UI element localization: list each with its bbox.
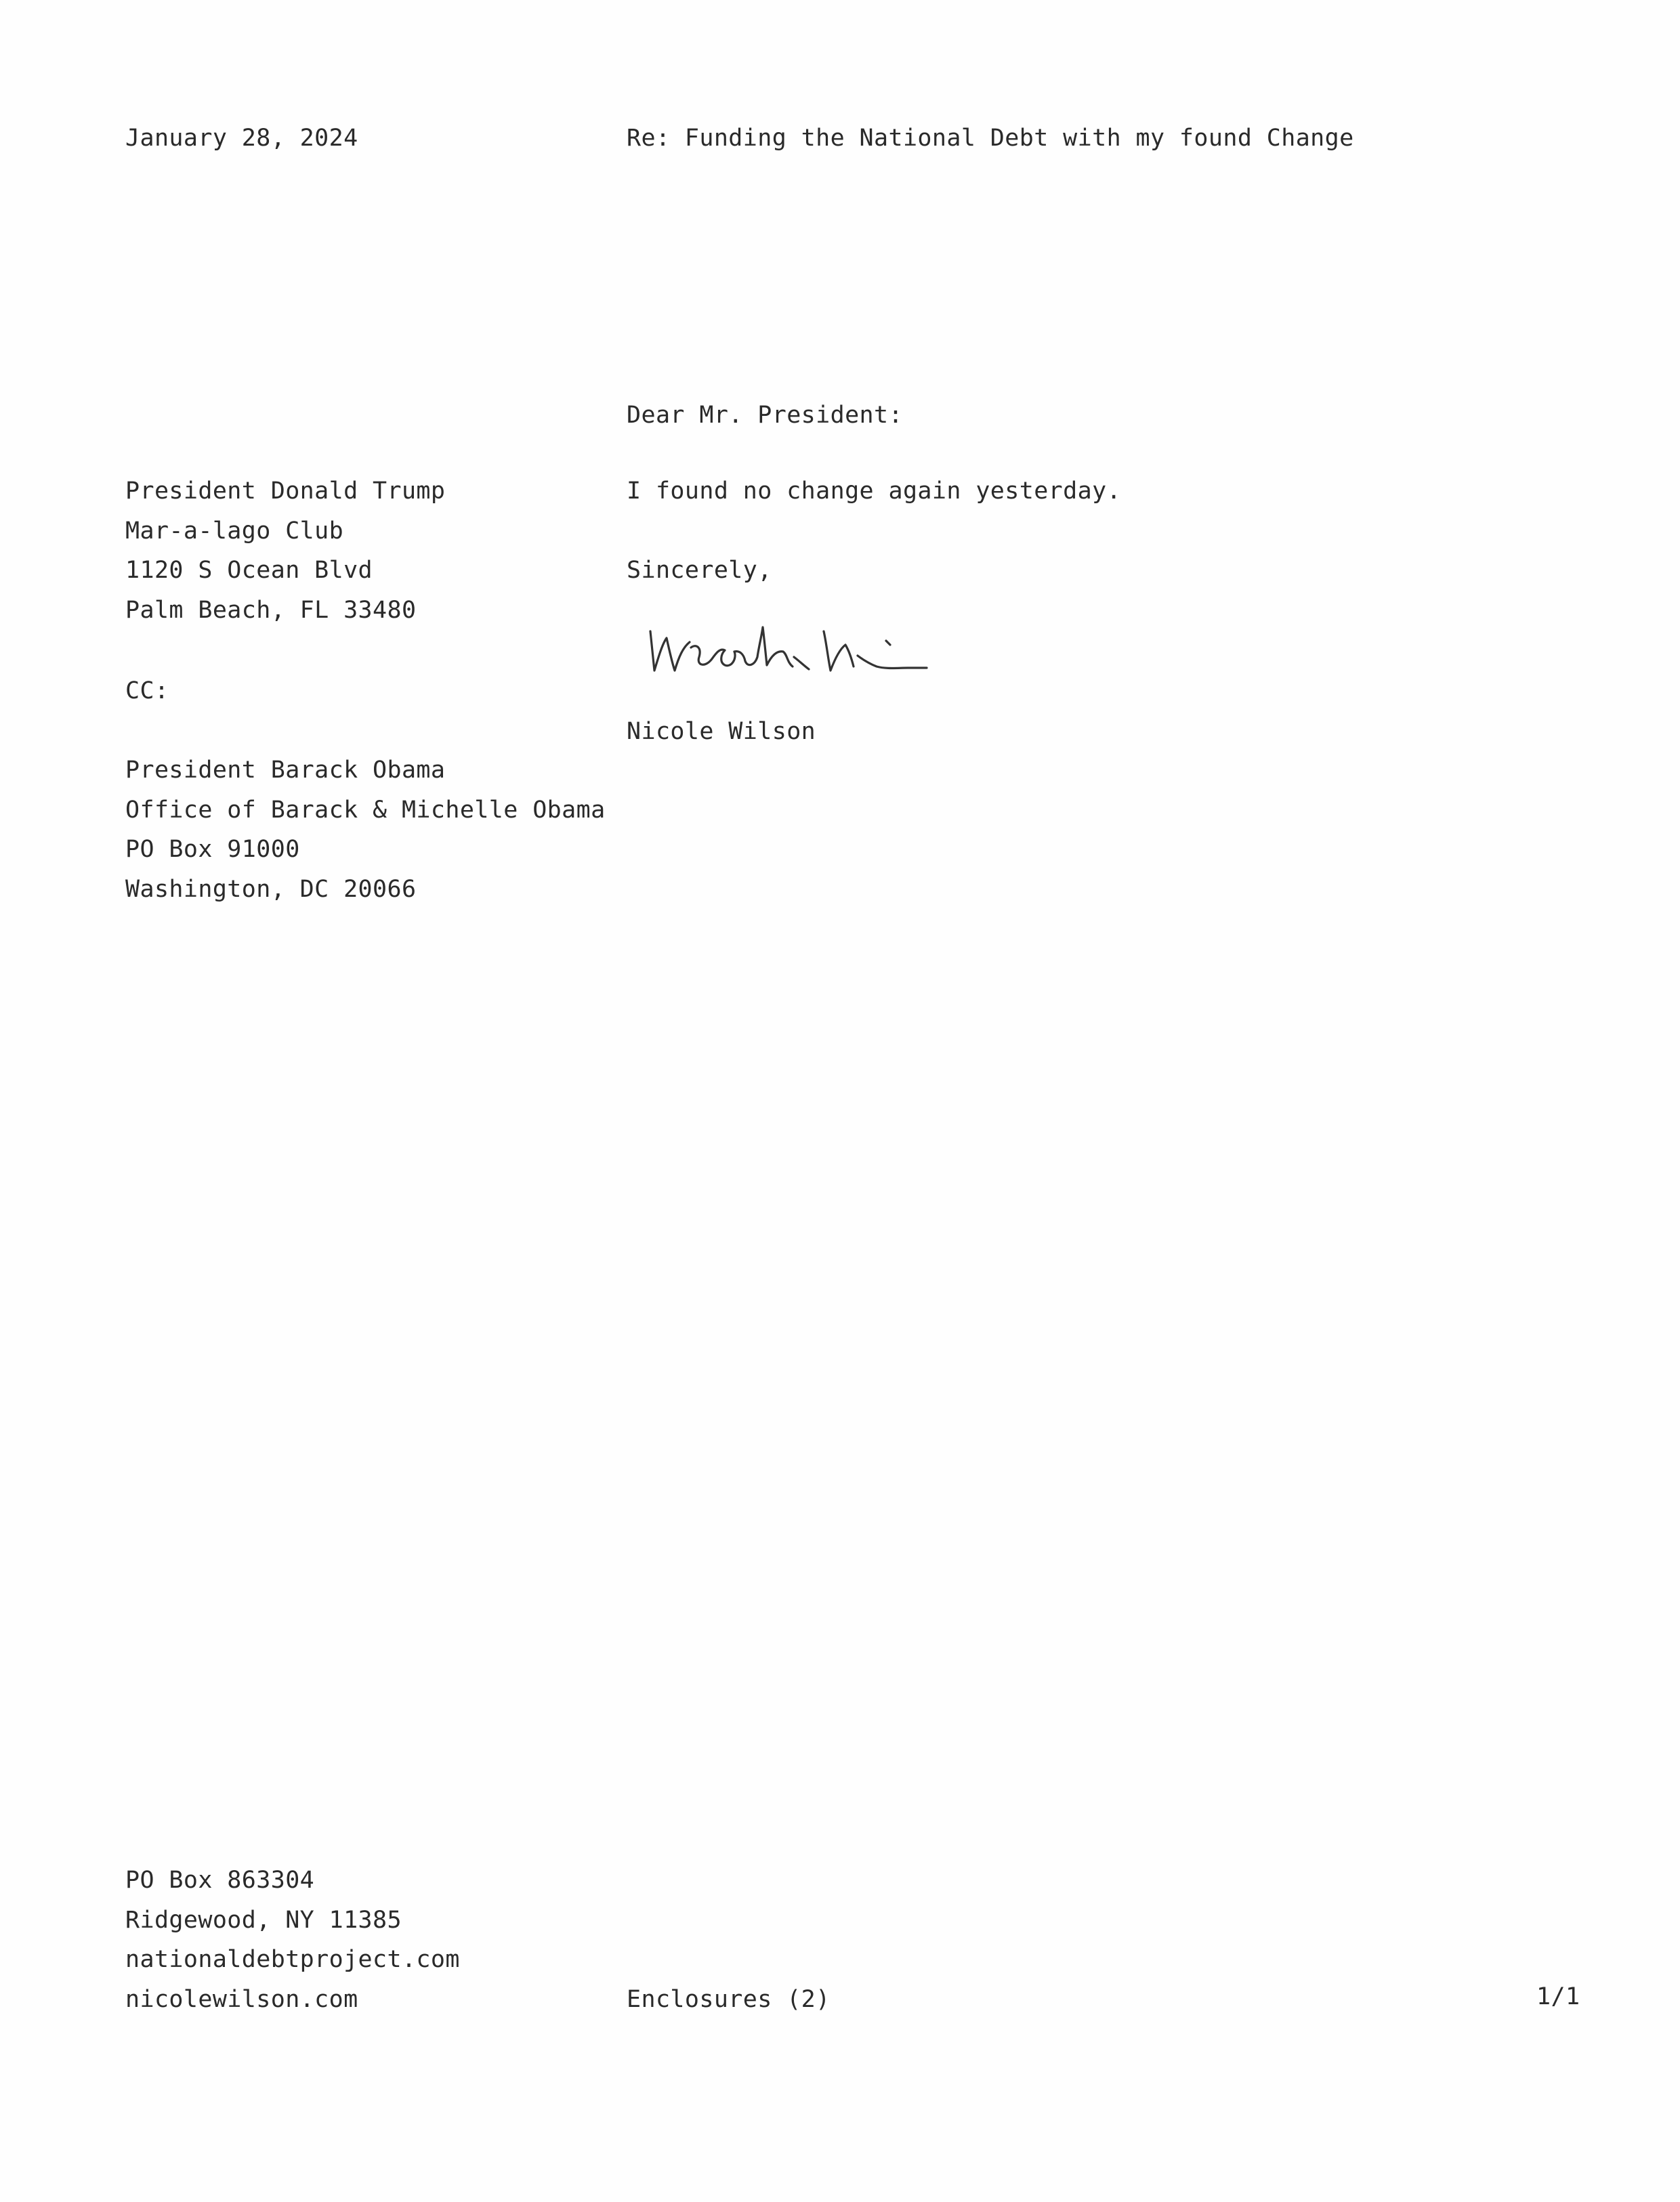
- sender-address: [125, 1861, 460, 2019]
- recipient-line: President Donald Trump: [125, 478, 446, 505]
- signature-image: [642, 603, 967, 691]
- recipient-line: 1120 S Ocean Blvd: [125, 557, 373, 584]
- recipient-address: [125, 471, 445, 630]
- sender-line: Ridgewood, NY 11385: [125, 1906, 402, 1934]
- cc-address: [125, 750, 606, 909]
- letter-body: I found no change again yesterday.: [627, 478, 1122, 505]
- signer-name: Nicole Wilson: [627, 718, 816, 745]
- recipient-line: Palm Beach, FL 33480: [125, 596, 417, 624]
- recipient-line: Mar-a-lago Club: [125, 517, 344, 545]
- cc-line: Washington, DC 20066: [125, 875, 417, 903]
- sender-website: nationaldebtproject.com: [125, 1946, 460, 1973]
- page-number: 1/1: [1536, 1983, 1580, 2010]
- cc-line: PO Box 91000: [125, 836, 300, 863]
- enclosures-note: Enclosures (2): [627, 1986, 831, 2013]
- cc-line: President Barack Obama: [125, 757, 446, 784]
- closing: Sincerely,: [627, 557, 772, 584]
- letter-date: January 28, 2024: [125, 125, 358, 152]
- cc-line: Office of Barack & Michelle Obama: [125, 796, 606, 824]
- sender-website: nicolewilson.com: [125, 1985, 358, 2013]
- cc-label: CC:: [125, 677, 169, 704]
- letter-subject: Re: Funding the National Debt with my found Change: [627, 125, 1354, 152]
- sender-line: PO Box 863304: [125, 1867, 315, 1894]
- salutation: Dear Mr. President:: [627, 402, 903, 429]
